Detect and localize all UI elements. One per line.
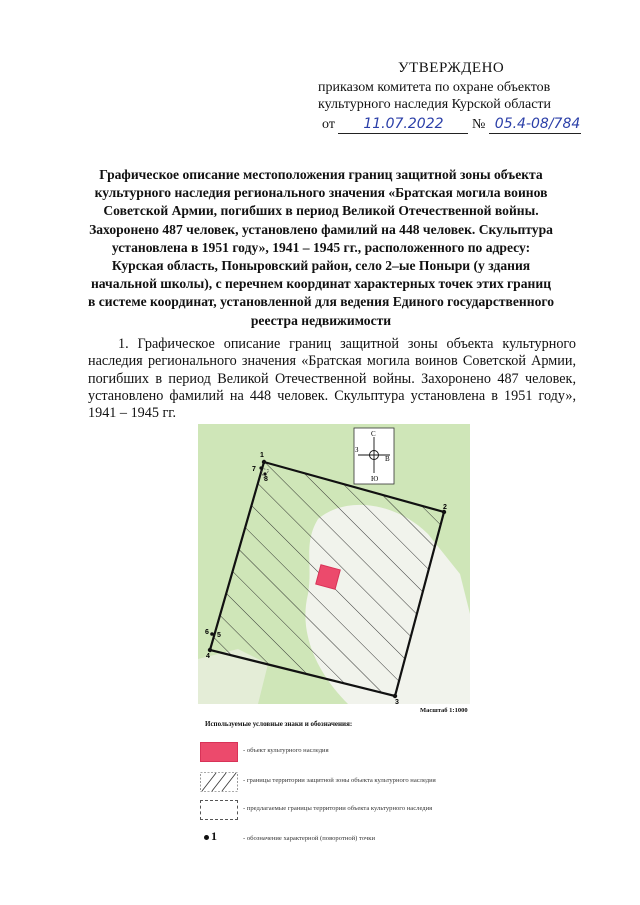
compass-north: С	[371, 430, 376, 438]
legend-point-swatch	[200, 828, 238, 848]
legend-title: Используемые условные знаки и обозначения:	[205, 720, 353, 728]
point-8-label: 8	[264, 476, 268, 483]
date-prefix: от	[322, 117, 335, 132]
legend-point-dot-icon	[204, 835, 209, 840]
approval-date: 11.07.2022	[363, 116, 444, 132]
compass-rose	[354, 428, 394, 484]
site-plan-map	[198, 424, 470, 704]
point-4-label: 4	[206, 653, 210, 660]
paragraph-text: 1. Графическое описание границ защитной зоны объекта культурного наследия регионального значения «Братская могила воинов Советской Армии, погибших в период Великой Отечественной войны. Захоронено 487 человек, установлено фамилий на 448 человек. Скульптура установлена в 1951 году», 1941 – 1945 гг.	[88, 336, 576, 422]
legend-point-text: - обозначение характерной (поворотной) точки	[243, 835, 375, 842]
cultural-heritage-object	[316, 565, 340, 589]
approval-date-number-line	[322, 116, 581, 134]
number-sign: №	[471, 117, 486, 132]
legend-proposed-text: - предлагаемые границы территории объекта культурного наследия	[243, 805, 433, 812]
approval-heading: УТВЕРЖДЕНО	[398, 60, 505, 76]
map-scale: Масштаб 1:1000	[420, 707, 468, 714]
legend-zone-text: - границы территории защитной зоны объекта культурного наследия	[243, 777, 436, 784]
point-1-dot	[262, 460, 266, 464]
compass-east: В	[385, 455, 390, 463]
approval-line-2: культурного наследия Курской области	[318, 97, 552, 112]
approval-number: 05.4-08/784	[494, 116, 581, 132]
point-5-label: 5	[217, 632, 221, 639]
compass-south: Ю	[371, 475, 379, 483]
point-5-dot	[210, 632, 214, 636]
legend-dashed-swatch	[200, 800, 238, 820]
approval-line-1: приказом комитета по охране объектов	[318, 80, 551, 95]
compass-west: З	[355, 446, 359, 454]
document-title: Графическое описание местоположения границ защитной зоны объекта культурного наследия регионального значения «Братская могила воинов Советской Армии, погибших в период Великой Отечественной войны. Захоронено 487 человек, установлено фамилий на 448 человек. Скульптура установлена в 1951 году», 1941 – 1945 гг., расположенного по адресу: Курская область, Поныровский район, село 2–ые Поныри (у здания начальной школы), с перечнем координат характерных точек этих границ в системе координат, установленной для ведения Единого государственного реестра недвижимости	[87, 167, 554, 328]
approval-date-field	[338, 116, 468, 134]
legend-hatch-swatch	[200, 772, 238, 792]
point-3-label: 3	[395, 699, 399, 704]
legend-object-text: - объект культурного наследия	[243, 747, 329, 754]
point-1-label: 1	[260, 452, 264, 459]
point-6-label: 6	[205, 629, 209, 636]
point-2-label: 2	[443, 504, 447, 511]
section-paragraph	[88, 336, 576, 422]
legend-object-swatch	[200, 742, 238, 762]
point-3-dot	[393, 694, 397, 698]
point-7-dot	[259, 466, 262, 469]
point-7-label: 7	[252, 466, 256, 473]
legend-point-number: 1	[211, 829, 217, 843]
approval-number-field	[489, 116, 581, 134]
point-4-dot	[208, 648, 212, 652]
